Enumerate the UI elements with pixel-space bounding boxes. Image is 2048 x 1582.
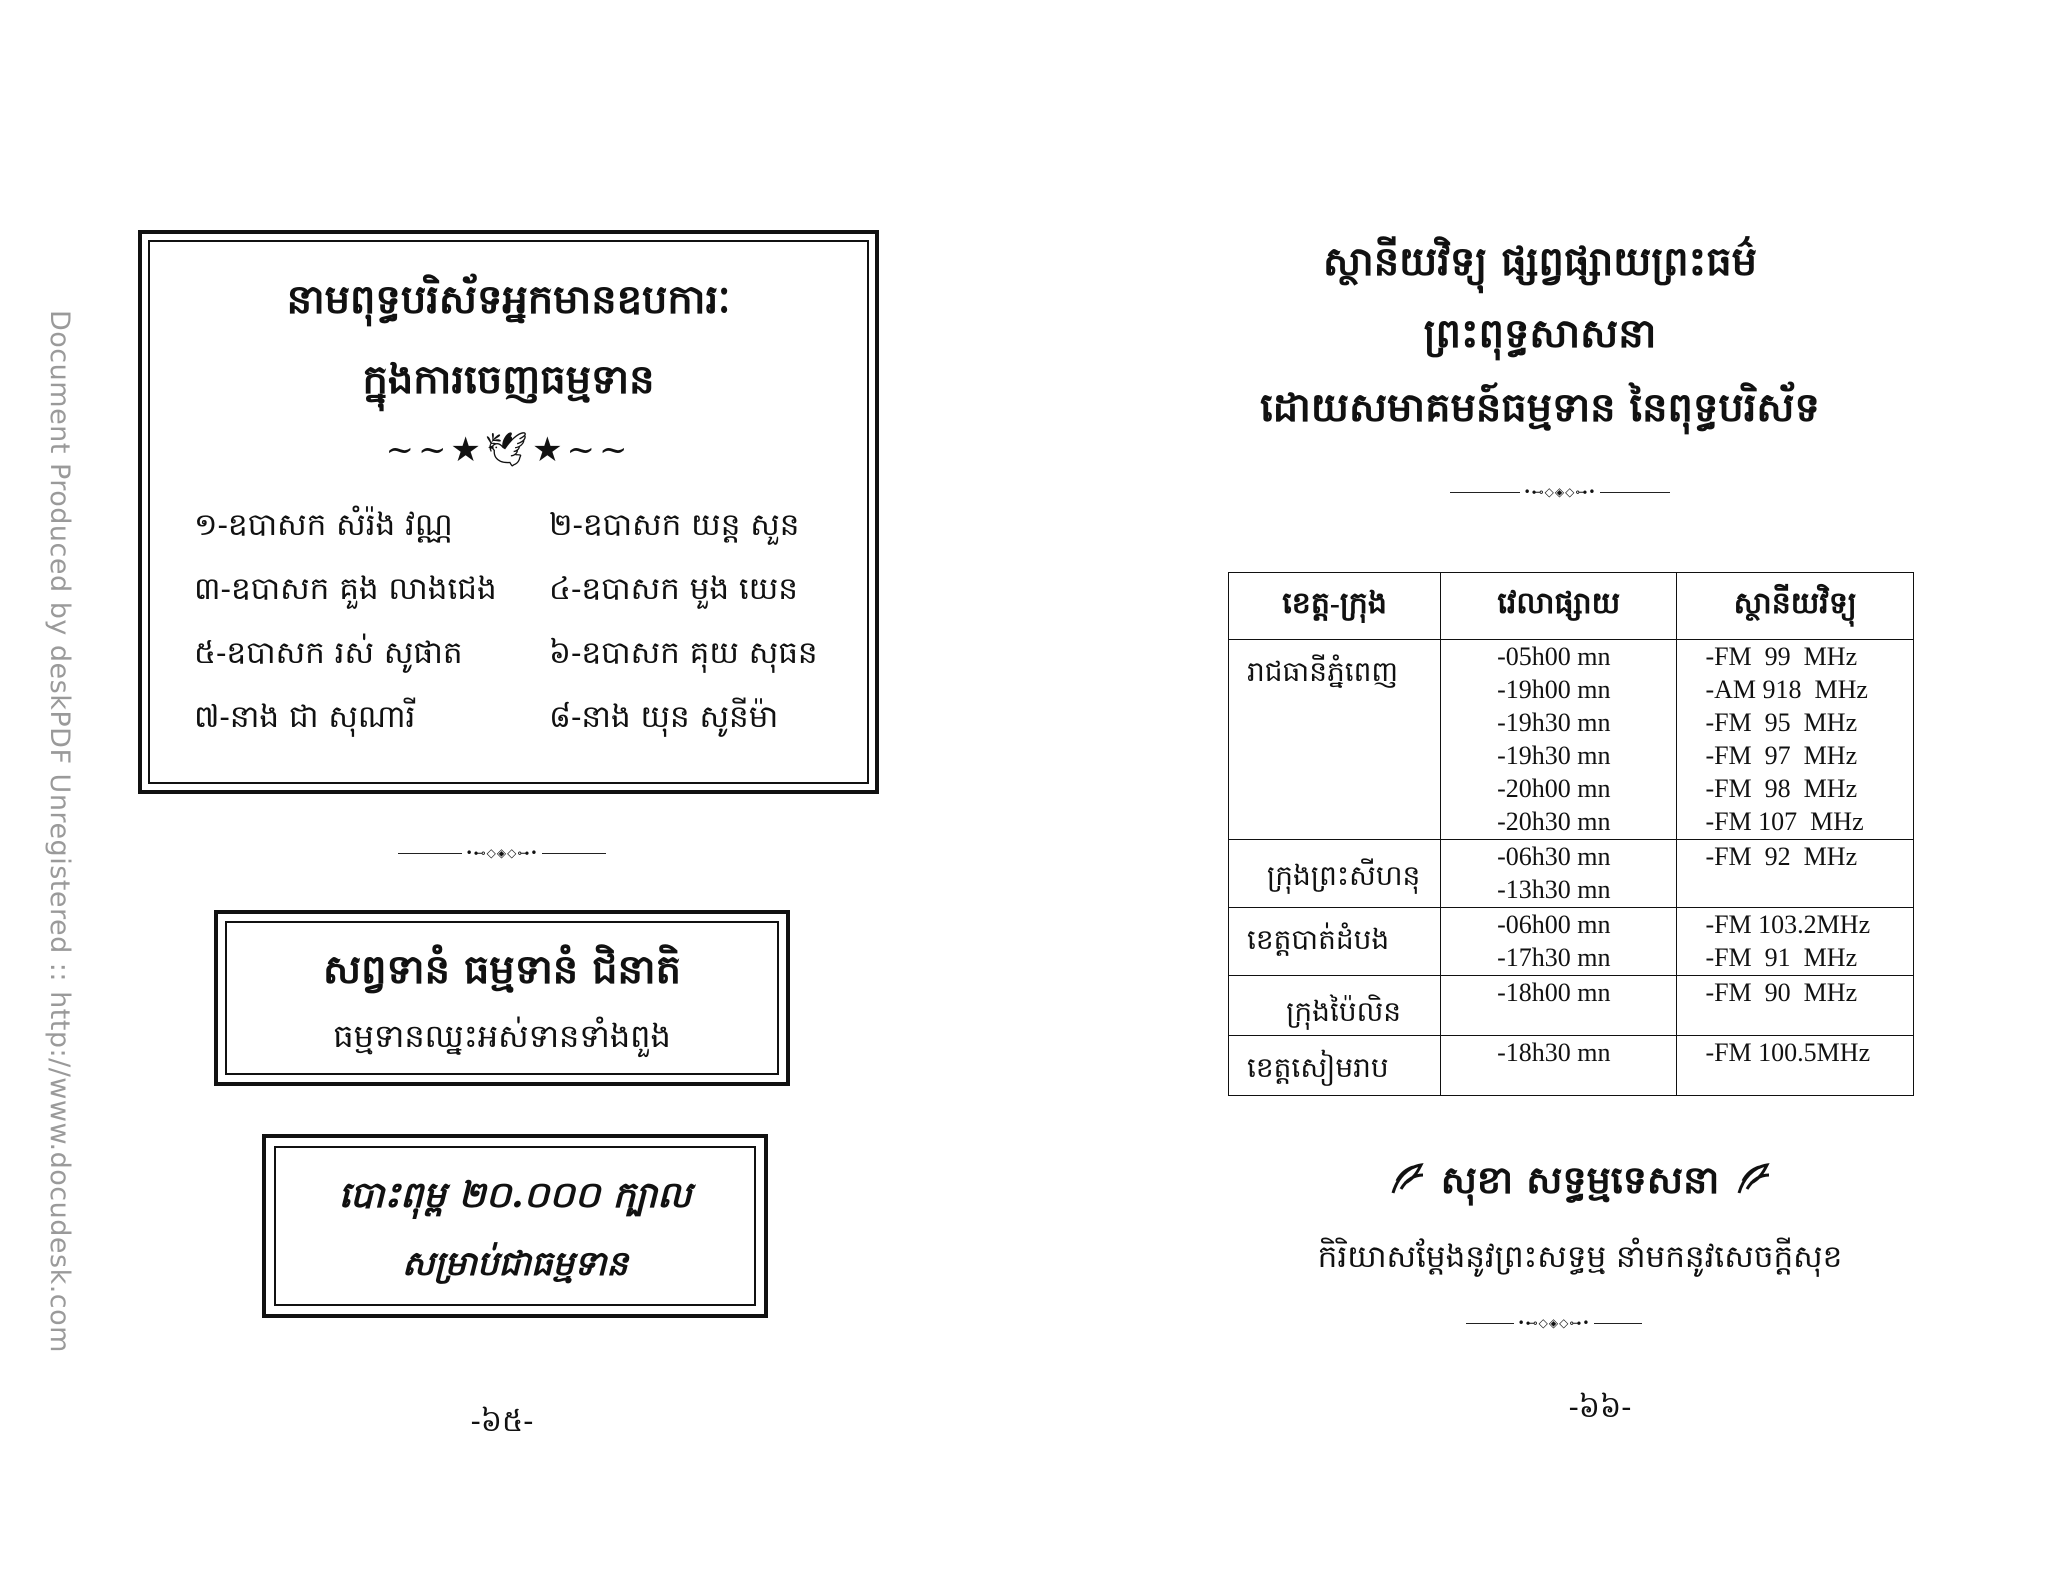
stations-cell <box>1677 1036 1914 1096</box>
print-run-box <box>262 1134 768 1318</box>
pali-verse: សព្វទានំ ធម្មទានំ ជិនាតិ <box>323 946 681 993</box>
time-value: -18h00 mn <box>1497 978 1611 1007</box>
station-value: -FM 107 MHz <box>1705 807 1864 836</box>
donor-row <box>194 624 844 688</box>
province-cell: ខេត្តសៀមរាប <box>1229 1036 1441 1096</box>
dhamma-gift-box <box>214 910 790 1086</box>
donor-row <box>194 688 844 752</box>
radio-schedule-table <box>1228 572 1914 1096</box>
verse-translation: ធម្មទានឈ្នះអស់ទានទាំងពួង <box>333 1017 671 1055</box>
donor-name: ៣-ឧបាសក គួង លាងជេង <box>194 570 497 607</box>
donor-name: ៥-ឧបាសក រស់ សូផាត <box>194 634 463 671</box>
greeting-line2: កិរិយាសម្តែងនូវព្រះសទ្ធម្ម នាំមកនូវសេចក្តីសុខ <box>1317 1239 1843 1275</box>
station-value: -FM 91 MHz <box>1705 943 1858 972</box>
stations-cell <box>1677 976 1914 1036</box>
radio-heading-line2: ព្រះពុទ្ធសាសនា <box>1423 310 1657 357</box>
print-purpose: សម្រាប់ជាធម្មទាន <box>402 1244 628 1284</box>
time-value: -13h30 mn <box>1497 875 1611 904</box>
time-value: -06h00 mn <box>1497 910 1611 939</box>
donor-row <box>194 496 844 560</box>
province-cell: ក្រុងព្រះសីហនុ <box>1229 840 1441 908</box>
station-value: -FM 92 MHz <box>1705 842 1858 871</box>
radio-heading-line3: ដោយសមាគមន៍ធម្មទាន នៃពុទ្ធបរិស័ទ <box>1260 384 1820 431</box>
stations-cell <box>1677 908 1914 976</box>
time-value: -19h00 mn <box>1497 675 1611 704</box>
lotus-flower-icon <box>1733 1159 1773 1208</box>
station-value: -FM 97 MHz <box>1705 741 1858 770</box>
watermark-text: Document Produced by deskPDF Unregistered :: http://www.docudesk.com <box>44 310 75 1353</box>
table-row <box>1229 840 1914 908</box>
table-row <box>1229 976 1914 1036</box>
time-value: -18h30 mn <box>1497 1038 1611 1067</box>
donor-name: ៨-នាង យុន សូនីម៉ា <box>549 698 779 735</box>
donor-list-box <box>138 230 879 794</box>
donor-grid <box>194 496 844 752</box>
time-value: -05h00 mn <box>1497 642 1611 671</box>
station-value: -FM 98 MHz <box>1705 774 1858 803</box>
times-cell <box>1441 976 1677 1036</box>
province-cell: ក្រុងប៉ៃលិន <box>1229 976 1441 1036</box>
station-value: -FM 100.5MHz <box>1705 1038 1871 1067</box>
col-header-time: វេលាផ្សាយ <box>1441 573 1677 640</box>
station-value: -FM 90 MHz <box>1705 978 1858 1007</box>
time-value: -19h30 mn <box>1497 708 1611 737</box>
stations-cell <box>1677 640 1914 840</box>
time-value: -06h30 mn <box>1497 842 1611 871</box>
times-cell <box>1441 1036 1677 1096</box>
donor-name: ២-ឧបាសក យន្ត សួន <box>549 506 800 543</box>
ornamental-divider-icon: •⊷◇◈◇⊶• <box>398 846 606 860</box>
table-header-row <box>1229 573 1914 640</box>
station-value: -FM 95 MHz <box>1705 708 1858 737</box>
page-number-right: -៦៦- <box>1568 1390 1632 1425</box>
ornamental-divider-icon: •⊷◇◈◇⊶• <box>1450 485 1670 499</box>
time-value: -19h30 mn <box>1497 741 1611 770</box>
ornamental-divider-icon: •⊷◇◈◇⊶• <box>1466 1316 1642 1330</box>
table-row <box>1229 640 1914 840</box>
col-header-station: ស្ថានីយវិទ្យុ <box>1677 573 1914 640</box>
time-value: -20h30 mn <box>1497 807 1611 836</box>
times-cell <box>1441 908 1677 976</box>
station-value: -FM 99 MHz <box>1705 642 1858 671</box>
time-value: -20h00 mn <box>1497 774 1611 803</box>
donor-row <box>194 560 844 624</box>
radio-heading-line1: ស្ថានីយវិទ្យុ ផ្សព្វផ្សាយព្រះធម៌ <box>1322 238 1758 285</box>
table-row <box>1229 1036 1914 1096</box>
greeting-text: សុខា សទ្ធម្មទេសនា <box>1440 1157 1720 1202</box>
bird-star-ornament-icon: ~~★🕊★~~ <box>385 430 632 470</box>
donor-title-line1: នាមពុទ្ធបរិស័ទអ្នកមានឧបការៈ <box>286 276 731 323</box>
col-header-province: ខេត្ត-ក្រុង <box>1229 573 1441 640</box>
stations-cell <box>1677 840 1914 908</box>
donor-title-line2: ក្នុងការចេញធម្មទាន <box>362 356 655 403</box>
donor-name: ១-ឧបាសក សំរ៉ង វណ្ណ <box>194 506 453 543</box>
donor-name: ៦-ឧបាសក គុយ សុធន <box>549 634 818 671</box>
station-value: -FM 103.2MHz <box>1705 910 1871 939</box>
time-value: -17h30 mn <box>1497 943 1611 972</box>
station-value: -AM 918 MHz <box>1705 675 1868 704</box>
times-cell <box>1441 840 1677 908</box>
page-number-left: -៦៥- <box>470 1404 534 1439</box>
donor-name: ៤-ឧបាសក មួង យេន <box>549 570 798 607</box>
lotus-flower-icon <box>1387 1159 1427 1208</box>
print-count: បោះពុម្ព ២០.០០០ ក្បាល <box>338 1174 692 1216</box>
times-cell <box>1441 640 1677 840</box>
greeting-line1 <box>1300 1156 1860 1212</box>
table-row <box>1229 908 1914 976</box>
province-cell: ខេត្តបាត់ដំបង <box>1229 908 1441 976</box>
province-cell: រាជធានីភ្នំពេញ <box>1229 640 1441 840</box>
donor-name: ៧-នាង ជា សុណារី <box>194 698 416 735</box>
